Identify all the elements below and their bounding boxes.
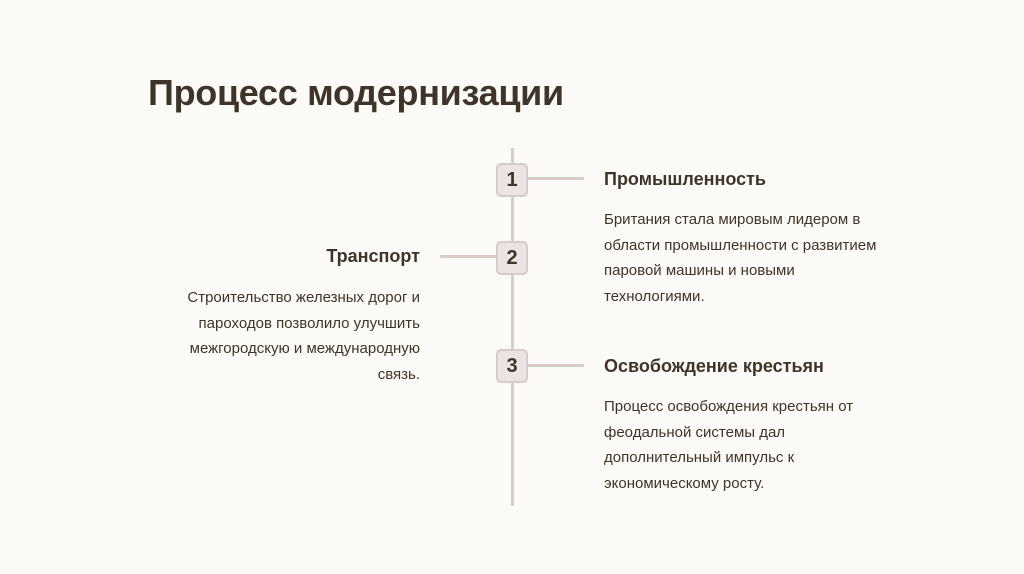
timeline-connector-3	[528, 364, 584, 367]
timeline-connector-2	[440, 255, 496, 258]
step-badge-1: 1	[496, 163, 528, 197]
step-heading-1: Промышленность	[604, 169, 766, 189]
page-title: Процесс модернизации	[148, 72, 564, 113]
step-text-2: Строительство железных дорог и пароходов позволило улучшить межгородскую и международную связь.	[187, 289, 420, 383]
step-heading-2: Транспорт	[326, 246, 420, 266]
step-text-3: Процесс освобождения крестьян от феодальной системы дал дополнительный импульс к экономическому росту.	[604, 398, 854, 492]
step-heading-3: Освобождение крестьян	[604, 356, 824, 376]
step-badge-3: 3	[496, 349, 528, 383]
step-badge-2: 2	[496, 241, 528, 275]
step-text-1: Британия стала мировым лидером в области промышленности с развитием паровой машины и новыми технологиями.	[604, 211, 877, 305]
timeline-axis	[511, 148, 514, 506]
timeline-connector-1	[528, 177, 584, 180]
